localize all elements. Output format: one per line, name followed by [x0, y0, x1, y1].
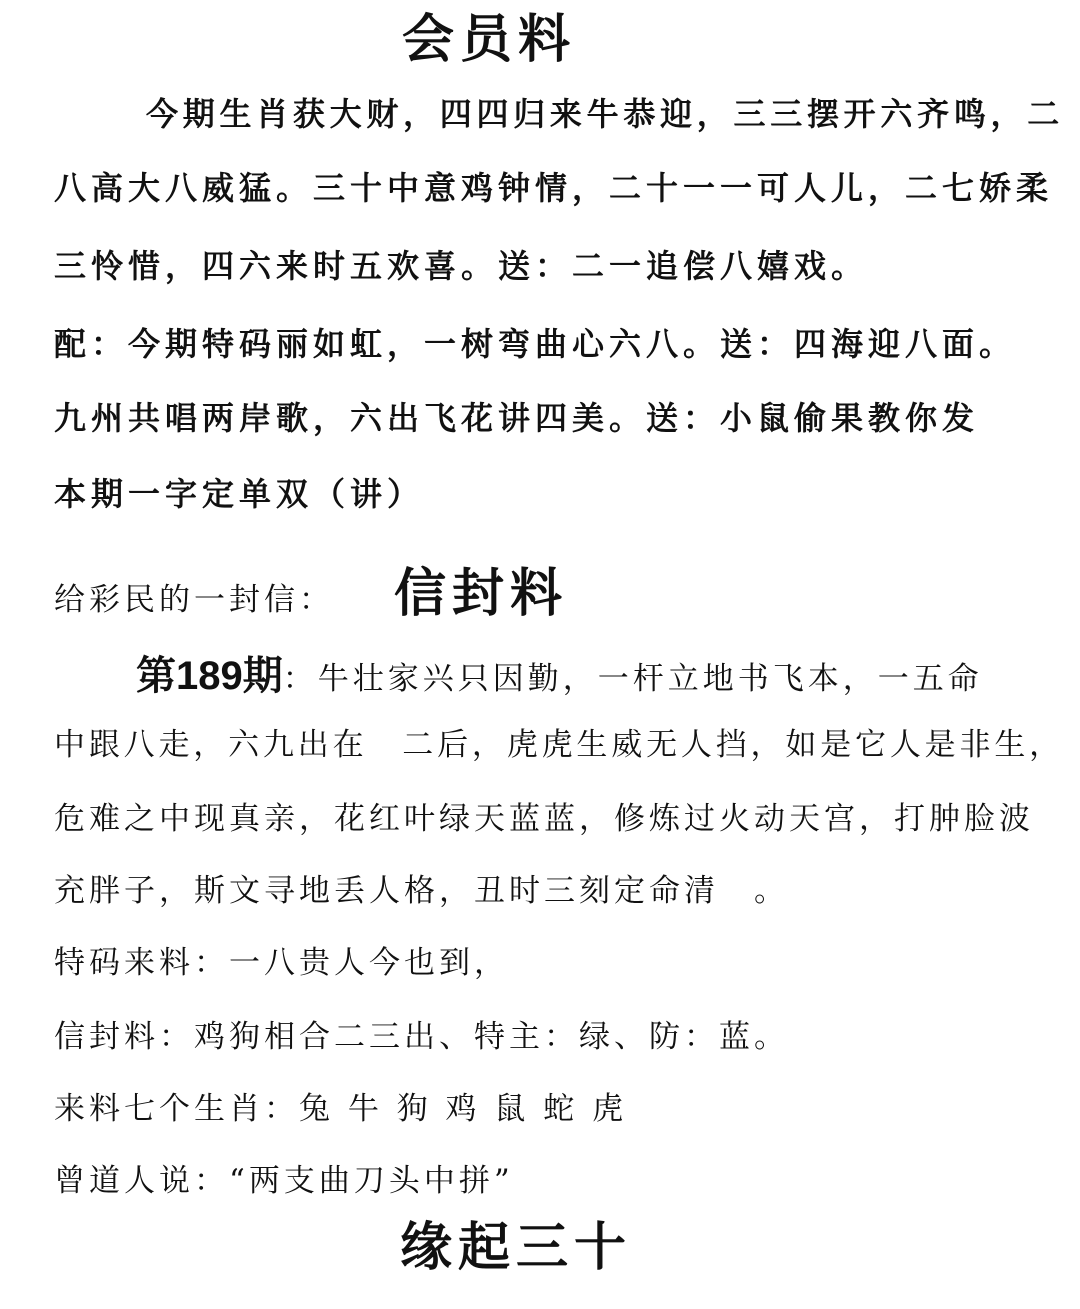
member-line-5: 九州共唱两岸歌，六出飞花讲四美。送：小鼠偷果教你发: [54, 399, 980, 437]
envelope-line-1-text: 牛壮家兴只因勤，一杆立地书飞本，一五命: [317, 661, 983, 697]
daoist-saying-line: 曾道人说：“两支曲刀头中拼”: [54, 1163, 514, 1199]
zodiac-line: 来料七个生肖：兔 牛 狗 鸡 鼠 蛇 虎: [54, 1091, 628, 1127]
envelope-section-title: 信封料: [394, 563, 569, 624]
issue-number: 第189期: [136, 654, 283, 698]
footer-title: 缘起三十: [400, 1217, 633, 1278]
envelope-line-2: 中跟八走，六九出在 二后，虎虎生威无人挡，如是它人是非生，: [54, 727, 1064, 763]
special-code-line: 特码来料：一八贵人今也到，: [54, 945, 509, 981]
member-line-2: 八高大八威猛。三十中意鸡钟情，二十一一可人儿，二七娇柔: [54, 169, 1054, 207]
envelope-material-line: 信封料：鸡狗相合二三出、特主：绿、防：蓝。: [54, 1019, 789, 1055]
envelope-first-line: [136, 656, 983, 696]
member-line-1: 今期生肖获大财，四四归来牛恭迎，三三摆开六齐鸣，二: [146, 95, 1065, 133]
envelope-intro: 给彩民的一封信：: [54, 582, 334, 618]
envelope-line-3: 危难之中现真亲，花红叶绿天蓝蓝，修炼过火动天宫，打肿脸波: [54, 801, 1034, 837]
member-line-4: 配：今期特码丽如虹，一树弯曲心六八。送：四海迎八面。: [54, 325, 1017, 363]
issue-separator: ：: [282, 661, 318, 697]
envelope-line-4: 充胖子，斯文寻地丢人格，丑时三刻定命清 。: [54, 873, 789, 909]
member-line-6: 本期一字定单双（讲）: [54, 475, 425, 513]
member-line-3: 三怜惜，四六来时五欢喜。送：二一追偿八嬉戏。: [54, 247, 869, 285]
member-section-title: 会员料: [402, 9, 577, 70]
